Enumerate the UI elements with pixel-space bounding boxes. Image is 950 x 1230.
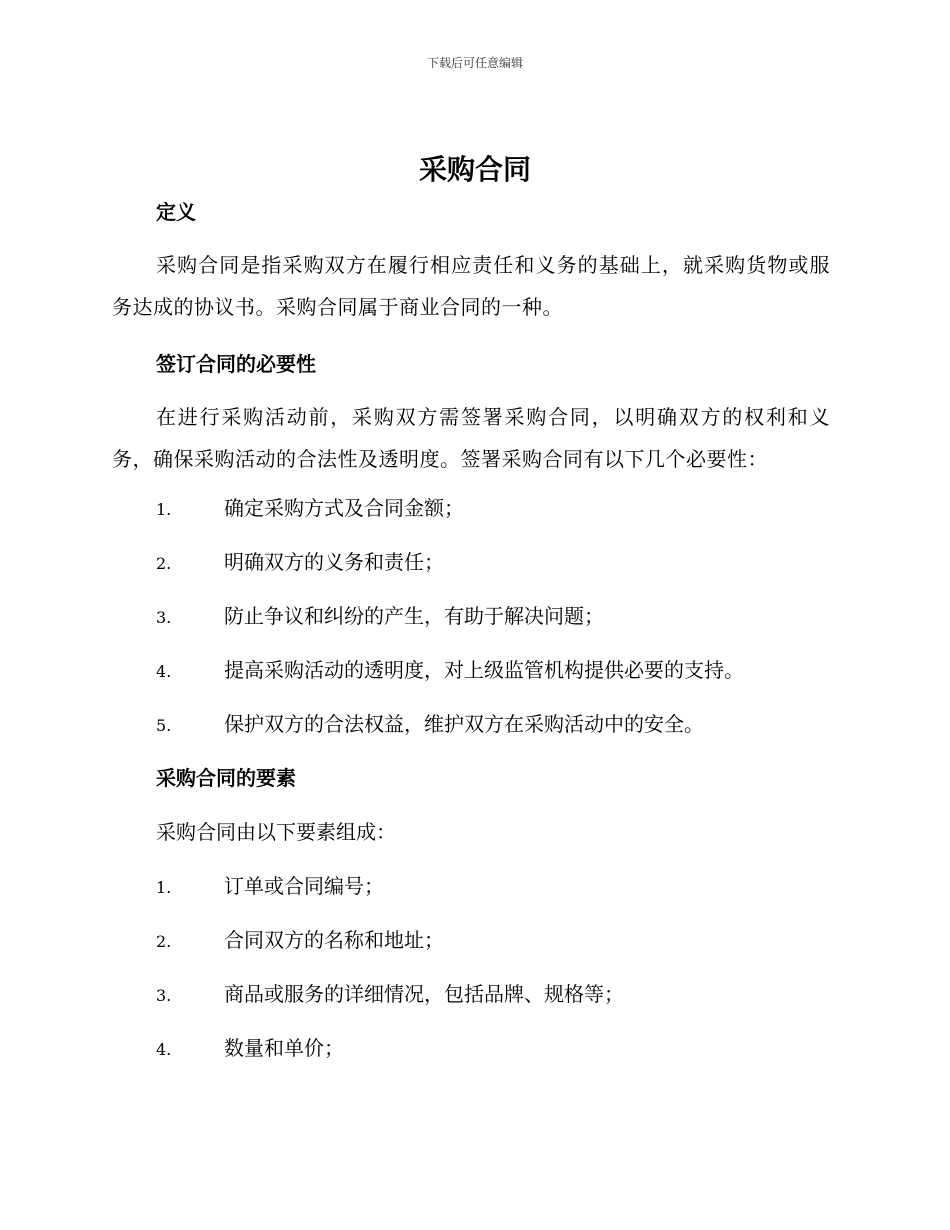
list-item	[112, 600, 830, 654]
list-item-text: 防止争议和纠纷的产生，有助于解决问题；	[224, 604, 604, 628]
definition-paragraph: 采购合同是指采购双方在履行相应责任和义务的基础上，就采购货物或服务达成的协议书。采购合同属于商业合同的一种。	[112, 253, 830, 319]
list-item	[112, 870, 830, 924]
section-heading-elements: 采购合同的要素	[156, 766, 296, 790]
list-item	[112, 924, 830, 978]
list-item	[112, 492, 830, 546]
document-body	[112, 196, 830, 1086]
elements-intro: 采购合同由以下要素组成：	[156, 820, 396, 844]
list-item-number: 4.	[156, 662, 172, 681]
document-title: 采购合同	[418, 153, 531, 186]
list-item-number: 3.	[156, 608, 172, 627]
list-item-number: 3.	[156, 986, 172, 1005]
list-item	[112, 1032, 830, 1086]
list-item-text: 商品或服务的详细情况，包括品牌、规格等；	[224, 982, 624, 1006]
list-item-text: 合同双方的名称和地址；	[224, 928, 444, 952]
list-item	[112, 978, 830, 1032]
list-item-text: 提高采购活动的透明度，对上级监管机构提供必要的支持。	[224, 658, 744, 682]
list-item-number: 4.	[156, 1040, 172, 1059]
list-item-text: 数量和单价；	[224, 1036, 344, 1060]
list-item-number: 1.	[156, 500, 172, 519]
list-item-number: 1.	[156, 878, 172, 897]
list-item-text: 保护双方的合法权益，维护双方在采购活动中的安全。	[224, 712, 704, 736]
list-item	[112, 654, 830, 708]
section-heading-definition: 定义	[156, 200, 196, 224]
necessity-list	[112, 492, 830, 762]
header-note: 下载后可任意编辑	[426, 56, 523, 70]
list-item	[112, 546, 830, 600]
list-item-text: 明确双方的义务和责任；	[224, 550, 444, 574]
list-item-number: 5.	[156, 716, 172, 735]
list-item-text: 订单或合同编号；	[224, 874, 384, 898]
list-item-number: 2.	[156, 554, 172, 573]
section-heading-necessity: 签订合同的必要性	[156, 352, 316, 376]
list-item-text: 确定采购方式及合同金额；	[224, 496, 464, 520]
elements-list	[112, 870, 830, 1086]
necessity-paragraph: 在进行采购活动前，采购双方需签署采购合同，以明确双方的权利和义务，确保采购活动的合法性及透明度。签署采购合同有以下几个必要性：	[112, 405, 830, 471]
list-item-number: 2.	[156, 932, 172, 951]
list-item	[112, 708, 830, 762]
